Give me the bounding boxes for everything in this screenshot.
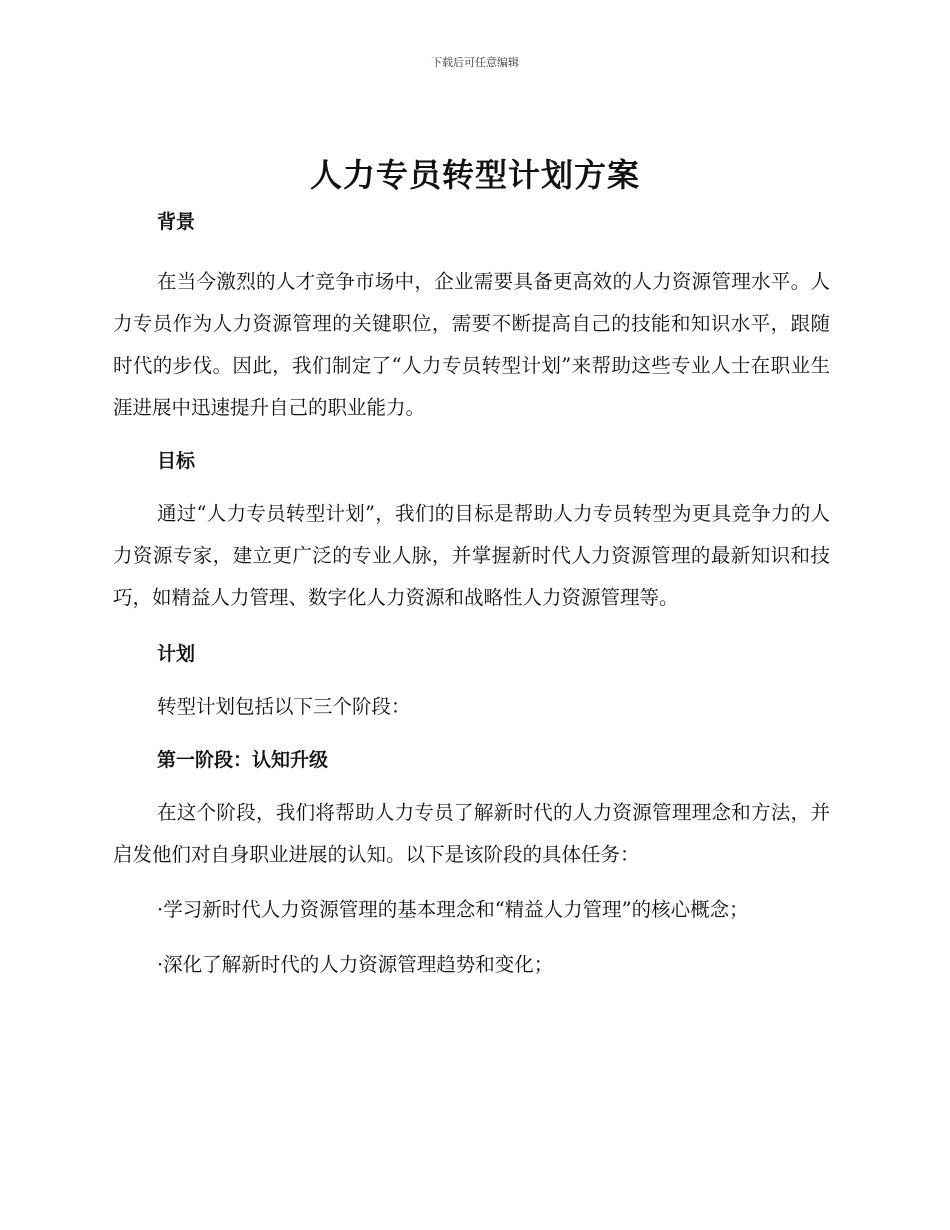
section-heading-plan: 计划: [157, 643, 196, 665]
paragraph-goal: 通过“人力专员转型计划”，我们的目标是帮助人力专员转型为更具竞争力的人力资源专家，建立更广泛的专业人脉，并掌握新时代人力资源管理的最新知识和技巧，如精益人力管理、数字化人力资源和战略性人力资源管理等。: [113, 502, 830, 609]
list-item-task-1: ·学习新时代人力资源管理的基本理念和“精益人力管理”的核心概念；: [157, 898, 749, 921]
section-heading-stage1: 第一阶段：认知升级: [157, 749, 329, 771]
paragraph-stage1: 在这个阶段，我们将帮助人力专员了解新时代的人力资源管理理念和方法，并启发他们对自身职业进展的认知。以下是该阶段的具体任务：: [113, 801, 830, 866]
document-title: 人力专员转型计划方案: [309, 156, 640, 194]
section-heading-goal: 目标: [157, 450, 196, 472]
list-item-task-2: ·深化了解新时代的人力资源管理趋势和变化；: [157, 953, 554, 976]
document-body: [113, 203, 830, 986]
section-heading-background: 背景: [157, 211, 196, 233]
paragraph-plan-intro: 转型计划包括以下三个阶段：: [157, 695, 411, 718]
paragraph-background: 在当今激烈的人才竞争市场中，企业需要具备更高效的人力资源管理水平。人力专员作为人力资源管理的关键职位，需要不断提高自己的技能和知识水平，跟随时代的步伐。因此，我们制定了“人力专员转型计划”来帮助这些专业人士在职业生涯进展中迅速提升自己的职业能力。: [113, 270, 830, 419]
header-note: 下载后可任意编辑: [431, 56, 519, 69]
